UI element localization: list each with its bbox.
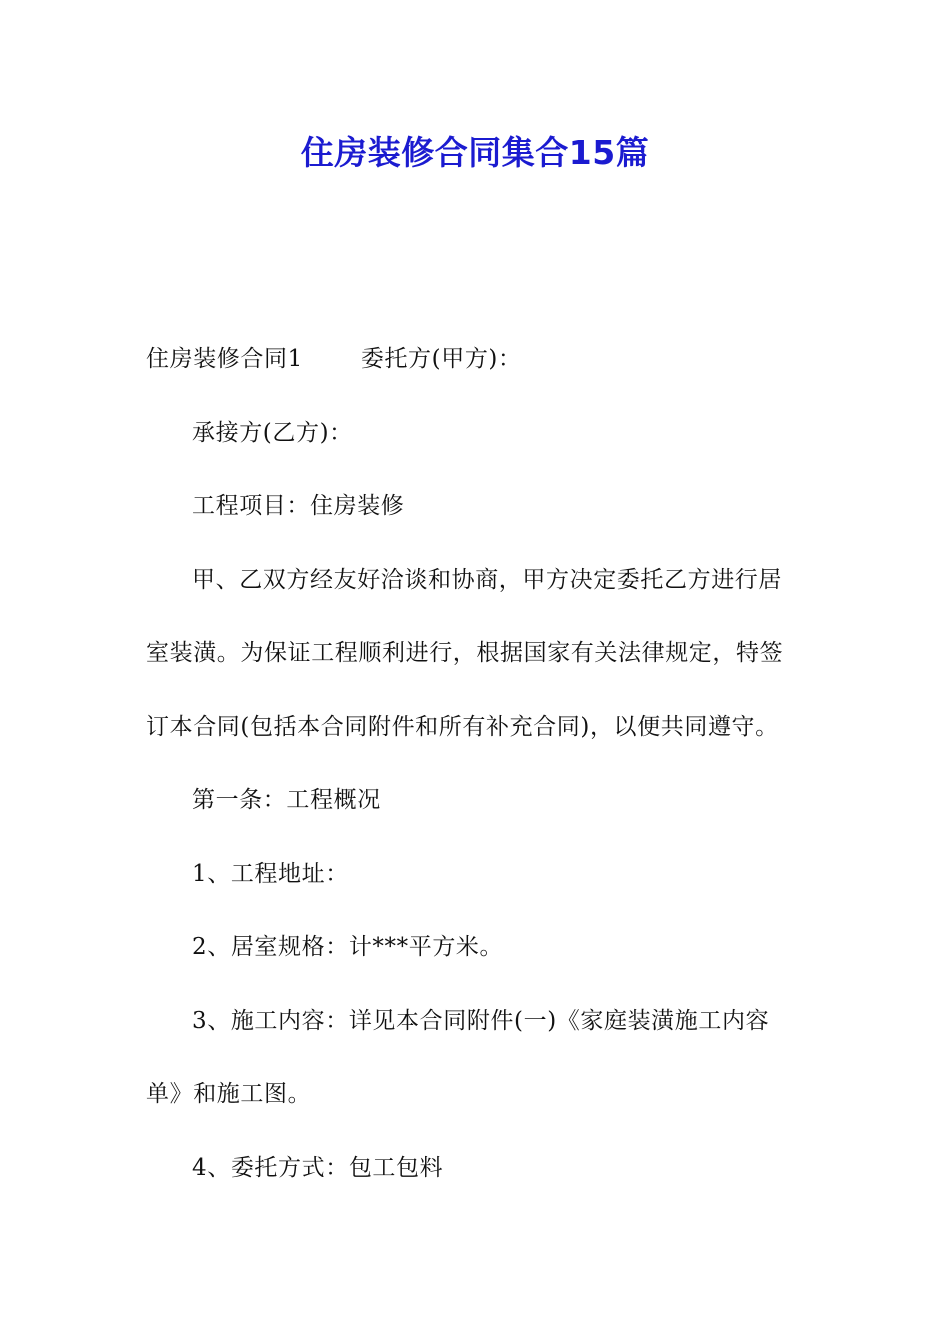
list-item: 1、工程地址： [192, 860, 349, 887]
document-title: 住房装修合同集合15篇 [300, 133, 650, 172]
client-party-label: 委托方(甲方)： [360, 346, 522, 372]
list-item: 4、委托方式：包工包料 [192, 1154, 444, 1181]
contract-number-label: 住房装修合同1 [146, 346, 303, 372]
document-body [146, 323, 812, 1205]
paragraph-line: 订本合同(包括本合同附件和所有补充合同)，以便共同遵守。 [146, 713, 779, 740]
paragraph-line: 甲、乙双方经友好洽谈和协商，甲方决定委托乙方进行居 [192, 566, 782, 593]
article-heading: 第一条：工程概况 [192, 787, 381, 813]
list-item-continuation: 单》和施工图。 [146, 1081, 312, 1107]
contractor-party-label: 承接方(乙方)： [192, 419, 353, 446]
contract-heading-line [146, 323, 812, 397]
list-item: 3、施工内容：详见本合同附件(一)《家庭装潢施工内容 [192, 1007, 770, 1034]
list-item: 2、居室规格：计***平方米。 [192, 934, 504, 960]
paragraph-line: 室装潢。为保证工程顺利进行，根据国家有关法律规定，特签 [146, 640, 784, 666]
project-item-line: 工程项目：住房装修 [192, 493, 405, 519]
